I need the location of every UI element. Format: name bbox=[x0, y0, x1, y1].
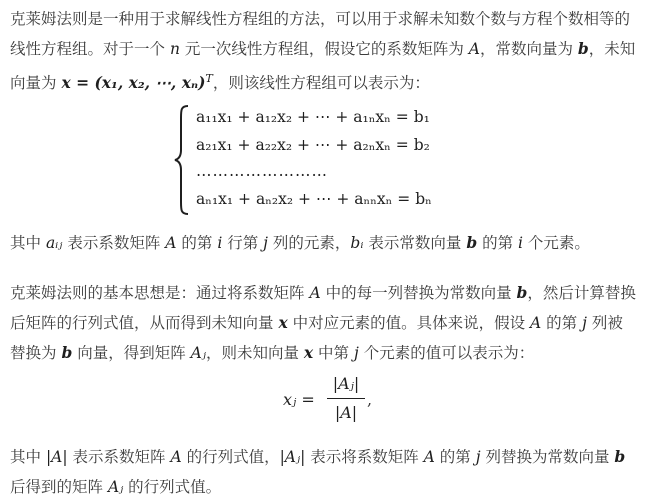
text: 列被 bbox=[586, 314, 623, 332]
math-j: j bbox=[582, 314, 587, 332]
where-paragraph-1 bbox=[10, 228, 590, 258]
text: 个元素。 bbox=[522, 234, 590, 252]
intro-line-1: 克莱姆法则是一种用于求解线性方程组的方法，可以用于求解未知数个数与方程个数相等的 bbox=[10, 10, 631, 28]
cramer-formula bbox=[283, 372, 403, 426]
intro-text: 线性方程组。对于一个 bbox=[10, 40, 170, 58]
text: 其中 bbox=[10, 234, 46, 252]
document bbox=[10, 4, 642, 98]
math-abs-Aj: |Aⱼ| bbox=[279, 448, 306, 466]
math-b: b bbox=[577, 39, 589, 58]
text: 个元素的值可以表示为： bbox=[358, 344, 535, 362]
text: 向量，得到矩阵 bbox=[72, 344, 191, 362]
math-A: A bbox=[170, 448, 182, 466]
math-Aj: Aⱼ bbox=[190, 344, 206, 362]
text: 中第 bbox=[313, 344, 354, 362]
math-A: A bbox=[423, 448, 435, 466]
equation-system bbox=[174, 104, 494, 216]
intro-text: ，则该线性方程组可以表示为： bbox=[212, 74, 430, 93]
text: 表示常数向量 bbox=[363, 234, 467, 252]
where-paragraph-2 bbox=[10, 442, 625, 502]
math-b: b bbox=[614, 447, 626, 466]
math-j: j bbox=[475, 448, 481, 466]
text: 表示将系数矩阵 bbox=[305, 448, 424, 466]
text: 的行列式值， bbox=[181, 448, 280, 466]
intro-text: ，未知 bbox=[588, 40, 636, 58]
text: ，然后计算替换 bbox=[527, 284, 636, 302]
math-transpose: T bbox=[205, 72, 213, 85]
text: 的第 bbox=[477, 234, 519, 252]
text: 列替换为常数向量 bbox=[480, 448, 615, 466]
math-A: A bbox=[530, 314, 542, 332]
text: 的第 bbox=[434, 448, 476, 466]
equation-row-ellipsis: …………………… bbox=[196, 162, 328, 180]
fraction-bar bbox=[327, 398, 365, 399]
text: 其中 bbox=[10, 448, 46, 466]
intro-paragraph bbox=[10, 4, 642, 98]
math-bi: bᵢ bbox=[350, 234, 364, 252]
math-n: n bbox=[169, 40, 180, 58]
text: 中对应元素的值。具体来说，假设 bbox=[287, 314, 531, 332]
formula-comma: , bbox=[367, 390, 373, 409]
left-brace bbox=[174, 104, 190, 216]
math-x-vector: x = (x₁, x₂, ⋯, xₙ) bbox=[61, 73, 206, 93]
text: 的第 bbox=[176, 234, 218, 252]
text: 的行列式值。 bbox=[123, 478, 222, 496]
intro-text: ，常数向量为 bbox=[479, 40, 578, 58]
math-j: j bbox=[263, 234, 268, 252]
math-A: A bbox=[309, 284, 321, 302]
equation-row-1: a₁₁x₁ + a₁₂x₂ + ⋯ + a₁ₙxₙ = b₁ bbox=[196, 108, 430, 126]
math-i: i bbox=[518, 234, 523, 252]
intro-text: 元一次线性方程组，假设它的系数矩阵为 bbox=[179, 40, 469, 58]
text: 替换为 bbox=[10, 344, 62, 362]
formula-denominator: |A| bbox=[334, 403, 358, 422]
math-A: A bbox=[468, 40, 480, 58]
text: 中的每一列替换为常数向量 bbox=[320, 284, 517, 302]
math-A: A bbox=[165, 234, 177, 252]
text: 表示系数矩阵 bbox=[62, 234, 166, 252]
text: 的第 bbox=[541, 314, 583, 332]
math-abs-A: |A| bbox=[45, 448, 68, 466]
equation-row-n: aₙ₁x₁ + aₙ₂x₂ + ⋯ + aₙₙxₙ = bₙ bbox=[196, 190, 432, 208]
text: 后得到的矩阵 bbox=[10, 478, 108, 496]
math-aij: aᵢⱼ bbox=[45, 234, 63, 252]
text: 行第 bbox=[222, 234, 264, 252]
equation-row-2: a₂₁x₁ + a₂₂x₂ + ⋯ + a₂ₙxₙ = b₂ bbox=[196, 136, 430, 154]
math-b: b bbox=[466, 233, 478, 252]
formula-lhs: xⱼ = bbox=[283, 390, 315, 409]
math-b: b bbox=[61, 343, 73, 362]
intro-text: 向量为 bbox=[10, 74, 62, 93]
text: 后矩阵的行列式值，从而得到未知向量 bbox=[10, 314, 279, 332]
math-Aj: Aⱼ bbox=[107, 478, 124, 496]
formula-fraction bbox=[327, 372, 365, 425]
text: 表示系数矩阵 bbox=[67, 448, 171, 466]
formula-numerator: |Aⱼ| bbox=[332, 374, 360, 393]
math-b: b bbox=[516, 283, 528, 302]
idea-paragraph bbox=[10, 278, 636, 368]
math-x: x bbox=[303, 343, 314, 362]
text: 列的元素， bbox=[267, 234, 351, 252]
math-i: i bbox=[217, 234, 223, 252]
math-j: j bbox=[353, 344, 359, 362]
text: 克莱姆法则的基本思想是：通过将系数矩阵 bbox=[10, 284, 310, 302]
math-x: x bbox=[278, 313, 288, 332]
text: ，则未知向量 bbox=[205, 344, 304, 362]
